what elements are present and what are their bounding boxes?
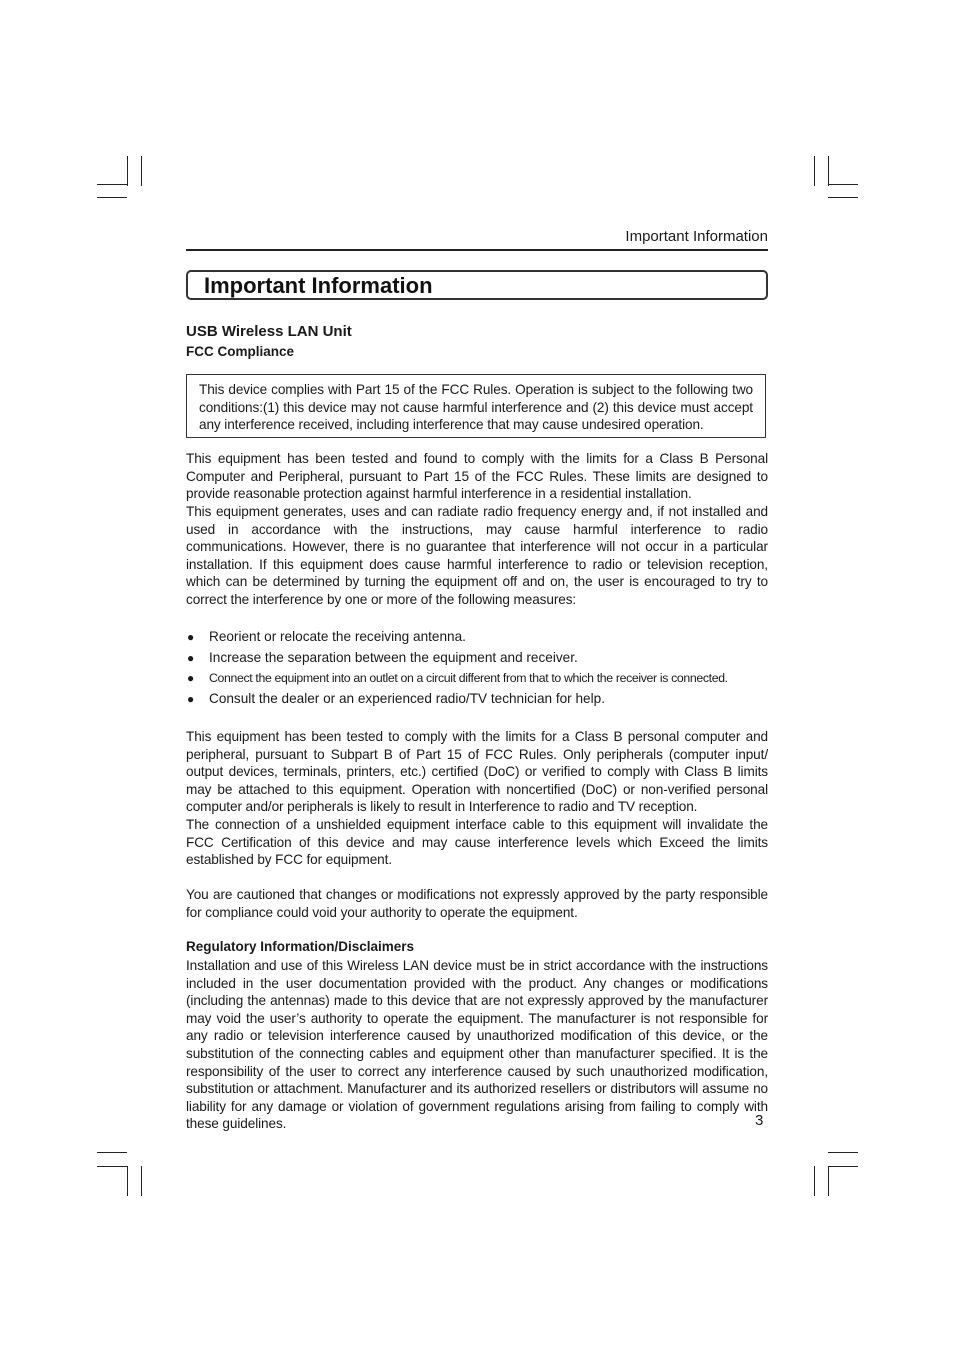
list-item [186,627,768,648]
section-title: USB Wireless LAN Unit [186,323,352,340]
paragraph-testing: This equipment has been tested and found to comply with the limits for a Class B Personal Computer and Peripheral, pursuant to Part 15 of the FCC Rules. These limits are designed to provide reasonable protection against harmful interference in a residential installation. [186,451,768,502]
crop-mark [141,156,142,186]
bullet-icon: ● [187,671,194,686]
crop-mark [828,197,858,198]
crop-mark [828,184,858,185]
crop-mark [97,197,127,198]
page-title: Important Information [204,273,433,298]
crop-mark [127,1166,128,1196]
page-number: 3 [755,1112,764,1129]
list-item [186,689,768,710]
bullet-icon: ● [187,630,195,644]
paragraph-cable: The connection of a unshielded equipment interface cable to this equipment will invalidate the FCC Certification of this device and may cause interference levels which Exceed the limits established by FCC for equipment. [186,817,768,868]
crop-mark [828,1152,858,1153]
page-title-box [186,270,768,300]
crop-mark [828,156,829,186]
crop-mark [127,156,128,186]
crop-mark [828,1166,858,1167]
list-item-text: Reorient or relocate the receiving antenna. [209,629,466,644]
paragraph-class-b: This equipment has been tested to comply with the limits for a Class B personal computer and peripheral, pursuant to Subpart B of Part 15 of FCC Rules. Only peripherals (computer input/ output devices, terminals, printers, etc.) certified (DoC) or verified to comply with Class B limits may be attached to this equipment. Operation with noncertified (DoC) or non-verified personal computer and/or peripherals is likely to result in Interference to radio and TV reception. [186,729,768,815]
crop-mark [814,1166,815,1196]
section-subtitle: FCC Compliance [186,344,295,359]
paragraph-regulatory: Installation and use of this Wireless LAN device must be in strict accordance with the instructions included in the user documentation provided with the product. Any changes or modifications (including the antennas) made to this device that are not expressly approved by the manufacturer may void the user’s authority to operate the equipment. The manufacturer is not responsible for any radio or television interference caused by unauthorized modification of this device, or the substitution of the connecting cables and equipment other than manufacturer specified. It is the responsibility of the user to correct any interference caused by such unauthorized modification, substitution or attachment. Manufacturer and its authorized resellers or distributors will assume no liability for any damage or violation of government regulations arising from failing to comply with these guidelines. [186,958,768,1132]
measures-list [186,627,768,710]
crop-mark [97,1166,127,1167]
list-item [186,648,768,669]
crop-mark [97,184,127,185]
fcc-notice-box: This device complies with Part 15 of the FCC Rules. Operation is subject to the following two conditions:(1) this device may not cause harmful interference and (2) this device must accept any interference received, including interference that may cause undesired operation. [186,374,766,438]
running-header: Important Information [186,228,768,251]
list-item [186,668,768,689]
paragraph-interference: This equipment generates, uses and can radiate radio frequency energy and, if not installed and used in accordance with the instructions, may cause harmful interference to radio communications. However, there is no guarantee that interference will not occur in a particular installation. If this equipment does cause harmful interference to radio or television reception, which can be determined by turning the equipment off and on, the user is encouraged to try to correct the interference by one or more of the following measures: [186,504,768,607]
list-item-text: Consult the dealer or an experienced radio/TV technician for help. [209,691,605,707]
crop-mark [141,1166,142,1196]
list-item-text: Increase the separation between the equipment and receiver. [209,649,578,665]
list-item-text: Connect the equipment into an outlet on a circuit different from that to which the receiver is connected. [209,671,728,686]
paragraph-caution: You are cautioned that changes or modifications not expressly approved by the party responsible for compliance could void your authority to operate the equipment. [186,887,768,920]
bullet-icon: ● [187,692,195,707]
crop-mark [97,1152,127,1153]
bullet-icon: ● [187,650,195,665]
crop-mark [814,156,815,186]
crop-mark [828,1166,829,1196]
regulatory-title: Regulatory Information/Disclaimers [186,939,415,954]
